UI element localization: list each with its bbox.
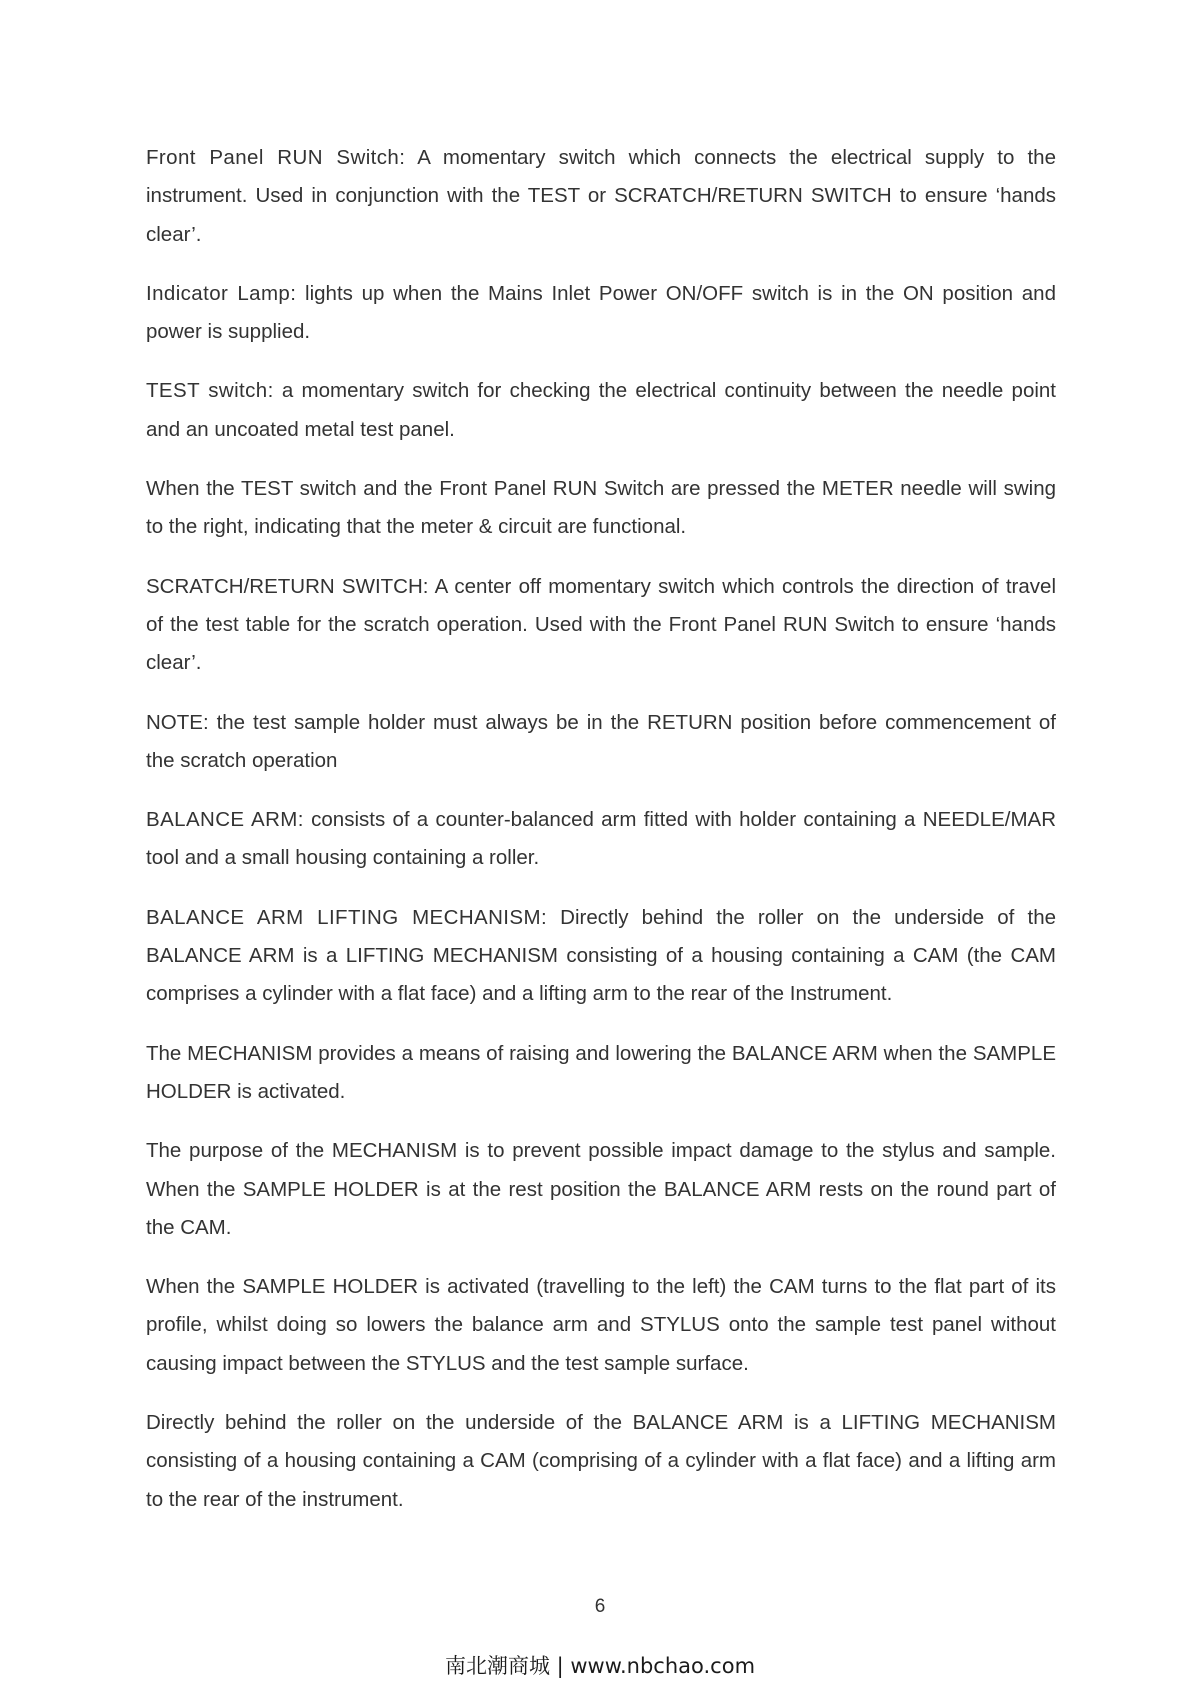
paragraph-text: Directly behind the roller on the underside of the BALANCE ARM is a LIFTING MECHANISM consisting of a housing containing a CAM (comprising of a cylinder with a flat face) and a lifting arm to the rear of the instrument. — [146, 1411, 1056, 1511]
paragraph-text: A momentary switch which connects the electrical supply to the instrument. Used in conjunction with the TEST or SCRATCH/RETURN SWITCH to ensure ‘hands clear’. — [146, 146, 1056, 246]
paragraph-text: When the SAMPLE HOLDER is activated (travelling to the left) the CAM turns to the flat part of its profile, whilst doing so lowers the balance arm and STYLUS onto the sample test panel without causing impact between the STYLUS and the test sample surface. — [146, 1275, 1056, 1375]
footer-watermark: 南北潮商城 | www.nbchao.com — [444, 1654, 756, 1678]
paragraph-sample-holder-activated — [146, 1268, 1056, 1383]
paragraph-text: When the TEST switch and the Front Panel RUN Switch are pressed the METER needle will swing to the right, indicating that the meter & circuit are functional. — [146, 477, 1056, 539]
term: BALANCE ARM LIFTING MECHANISM: — [146, 905, 548, 929]
paragraph-text: SCRATCH/RETURN SWITCH: A center off momentary switch which controls the direction of travel of the test table for the scratch operation. Used with the Front Panel RUN Switch to ensure ‘hands clear’. — [146, 574, 1056, 675]
paragraph-text: The MECHANISM provides a means of raising and lowering the BALANCE ARM when the SAMPLE HOLDER is activated. — [146, 1041, 1056, 1103]
term: Front Panel RUN Switch: — [146, 146, 406, 169]
paragraph-scratch-return-switch — [146, 568, 1056, 683]
paragraph-indicator-lamp — [146, 275, 1056, 352]
paragraph-text: consists of a counter-balanced arm fitted with holder containing a NEEDLE/MAR tool and a small housing containing a roller. — [146, 808, 1056, 870]
paragraph-mechanism-purpose — [146, 1132, 1056, 1247]
paragraph-text: NOTE: the test sample holder must always be in the RETURN position before commencement of the scratch operation — [146, 710, 1056, 772]
paragraph-text: Directly behind the roller on the underside of the BALANCE ARM is a LIFTING MECHANISM consisting of a housing containing a CAM (the CAM comprises a cylinder with a flat face) and a lifting arm to the rear of the Instrument. — [146, 905, 1056, 1006]
term: BALANCE ARM: — [146, 808, 304, 832]
paragraph-lifting-mechanism — [146, 899, 1056, 1014]
page-number: 6 — [594, 1596, 606, 1617]
term: Indicator Lamp: — [146, 281, 297, 305]
paragraph-text: a momentary switch for checking the electrical continuity between the needle point and an uncoated metal test panel. — [146, 379, 1056, 441]
paragraph-text: The purpose of the MECHANISM is to prevent possible impact damage to the stylus and sample. When the SAMPLE HOLDER is at the rest position the BALANCE ARM rests on the round part of the CAM. — [146, 1139, 1056, 1239]
paragraph-front-panel-run-switch — [146, 139, 1056, 254]
paragraph-mechanism-means — [146, 1035, 1056, 1112]
paragraph-test-run-note — [146, 470, 1056, 547]
paragraph-note — [146, 704, 1056, 781]
document-body — [146, 139, 1056, 1540]
term: TEST switch: — [146, 379, 274, 403]
paragraph-text: lights up when the Mains Inlet Power ON/OFF switch is in the ON position and power is supplied. — [146, 281, 1056, 344]
paragraph-balance-arm — [146, 801, 1056, 878]
paragraph-test-switch — [146, 372, 1056, 449]
paragraph-lifting-mechanism-repeat — [146, 1404, 1056, 1519]
